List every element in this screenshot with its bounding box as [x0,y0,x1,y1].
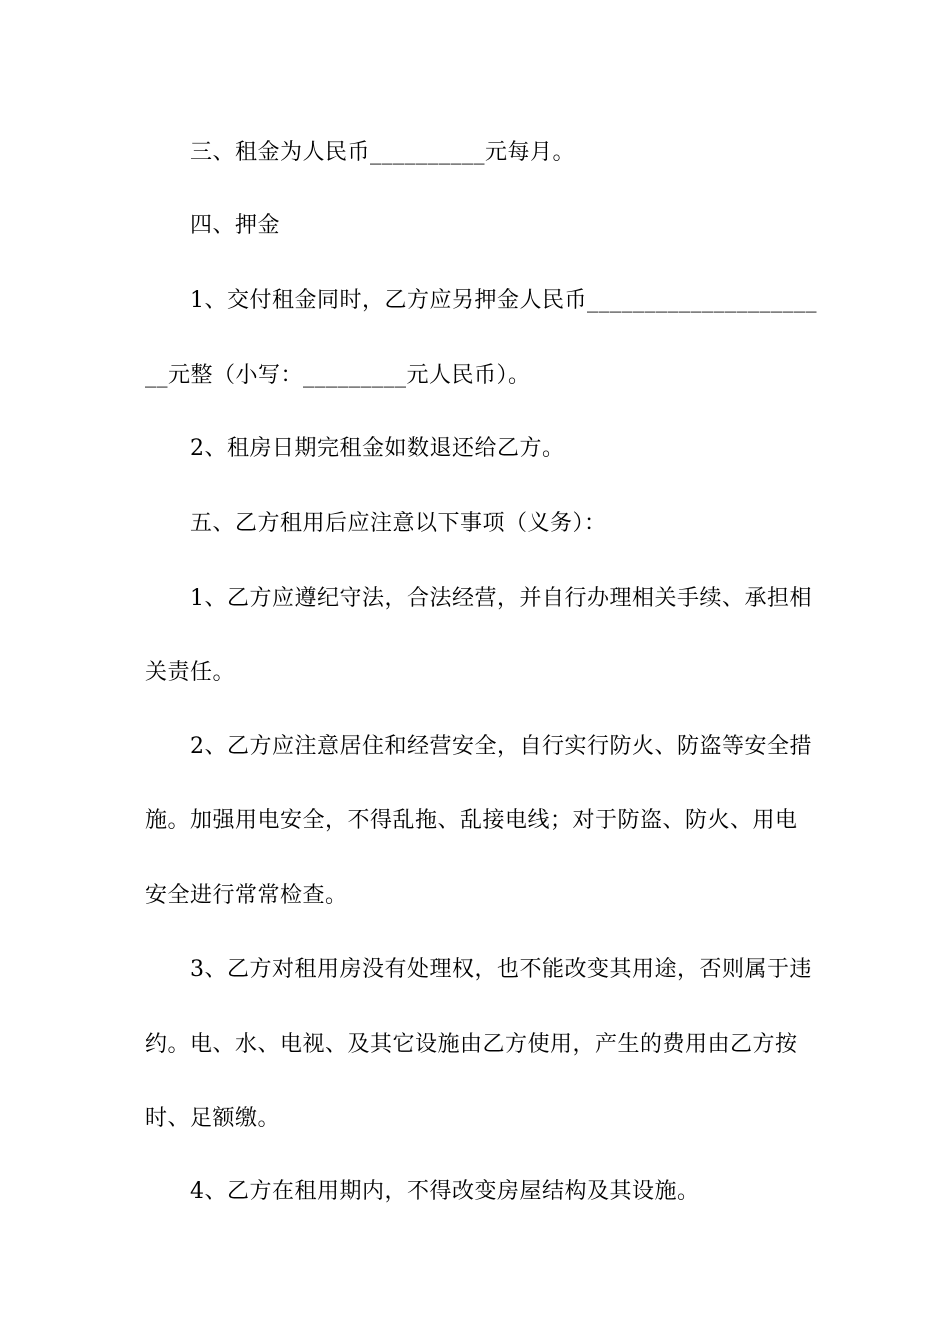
clause-5-3-line-1: 3、乙方对租用房没有处理权，也不能改变其用途，否则属于违 [190,957,812,982]
clause-4-deposit-heading: 四、押金 [190,213,281,238]
clause-5-4: 4、乙方在租用期内，不得改变房屋结构及其设施。 [190,1179,700,1204]
clause-4-2: 2、租房日期完租金如数退还给乙方。 [190,436,565,461]
clause-5-1-line-1: 1、乙方应遵纪守法，合法经营，并自行办理相关手续、承担相 [190,586,812,611]
clause-5-heading: 五、乙方租用后应注意以下事项（义务）： [190,511,607,536]
clause-5-3-line-2: 约。电、水、电视、及其它设施由乙方使用，产生的费用由乙方按 [145,1032,798,1057]
clause-5-2-line-3: 安全进行常常检查。 [145,883,348,908]
clause-5-2-line-2: 施。加强用电安全，不得乱拖、乱接电线；对于防盗、防火、用电 [145,808,798,833]
clause-5-3-line-3: 时、足额缴。 [145,1106,281,1131]
clause-5-1-line-2: 关责任。 [145,660,236,685]
clause-4-1-line-2: __元整（小写：_________元人民币）。 [145,363,531,388]
clause-5-2-line-1: 2、乙方应注意居住和经营安全，自行实行防火、防盗等安全措 [190,734,812,759]
clause-3-rent: 三、租金为人民币__________元每月。 [190,140,576,165]
clause-4-1-line-1: 1、交付租金同时，乙方应另押金人民币____________________ [190,288,817,313]
